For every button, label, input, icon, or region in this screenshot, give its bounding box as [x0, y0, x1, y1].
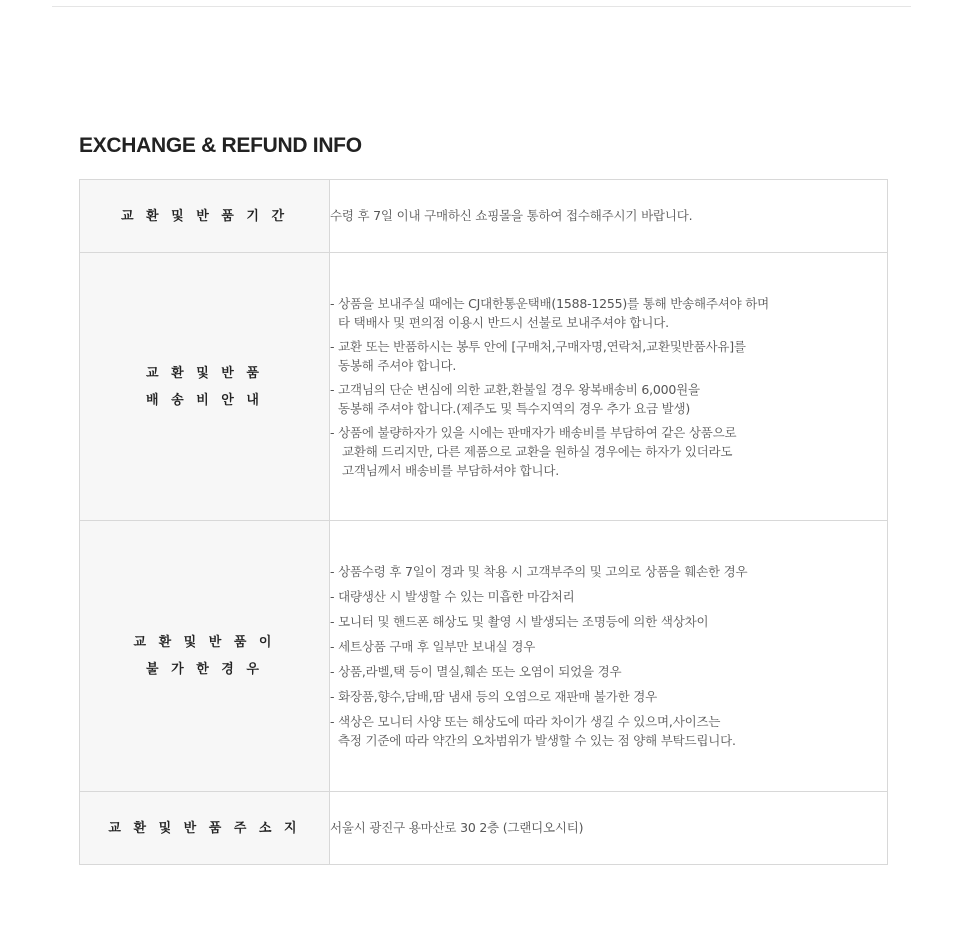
list-item-line: 교환해 드리지만, 다른 제품으로 교환을 원하실 경우에는 하자가 있더라도	[342, 443, 733, 459]
row-label-line: 교 환 및 반 품 이	[133, 635, 276, 650]
list-item: - 상품수령 후 7일이 경과 및 착용 시 고객부주의 및 고의로 상품을 훼손한 경우	[330, 564, 748, 579]
not-allowed-list	[330, 562, 887, 750]
period-text: 수령 후 7일 이내 구매하신 쇼핑몰을 통하여 접수해주시기 바랍니다.	[330, 208, 693, 223]
row-label	[80, 180, 330, 253]
list-item-line: - 상품에 불량하자가 있을 시에는 판매자가 배송비를 부담하여 같은 상품으로	[330, 424, 737, 440]
row-label-line: 교 환 및 반 품	[146, 365, 263, 381]
shipping-cost-list	[330, 294, 887, 480]
list-item-line: - 고객님의 단순 변심에 의한 교환,환불일 경우 왕복배송비 6,000원을	[330, 381, 700, 397]
list-item	[330, 712, 887, 750]
top-divider	[52, 6, 911, 7]
list-item	[330, 423, 887, 480]
table-row-not-allowed	[80, 521, 888, 792]
row-label-line: 불 가 한 경 우	[146, 662, 263, 677]
list-item: - 화장품,향수,담배,땀 냄새 등의 오염으로 재판매 불가한 경우	[330, 689, 658, 704]
list-item-line: - 색상은 모니터 사양 또는 해상도에 따라 차이가 생길 수 있으며,사이즈는	[330, 714, 721, 729]
table-row-address	[80, 792, 888, 865]
section-title: EXCHANGE & REFUND INFO	[79, 134, 362, 157]
table-row-period	[80, 180, 888, 253]
list-item-line: - 교환 또는 반품하시는 봉투 안에 [구매처,구매자명,연락처,교환및반품사유]를	[330, 338, 746, 354]
row-label	[80, 253, 330, 521]
list-item: - 세트상품 구매 후 일부만 보내실 경우	[330, 639, 536, 654]
list-item-line: 측정 기준에 따라 약간의 오차범위가 발생할 수 있는 점 양해 부탁드립니다.	[338, 733, 736, 748]
list-item-line: 타 택배사 및 편의점 이용시 반드시 선불로 보내주셔야 합니다.	[338, 314, 669, 330]
row-content	[330, 180, 888, 253]
row-label-line: 교 환 및 반 품 주 소 지	[108, 820, 301, 836]
row-content	[330, 253, 888, 521]
list-item-line: 동봉해 주셔야 합니다.(제주도 및 특수지역의 경우 추가 요금 발생)	[338, 400, 691, 416]
row-label	[80, 792, 330, 865]
row-label	[80, 521, 330, 792]
list-item: - 상품,라벨,택 등이 멸실,훼손 또는 오염이 되었을 경우	[330, 664, 622, 679]
table-row-shipping-cost	[80, 253, 888, 521]
exchange-refund-table	[79, 179, 888, 865]
list-item	[330, 294, 887, 332]
list-item: - 모니터 및 핸드폰 해상도 및 촬영 시 발생되는 조명등에 의한 색상차이	[330, 614, 709, 629]
list-item	[330, 380, 887, 418]
row-content	[330, 521, 888, 792]
row-label-line: 배 송 비 안 내	[146, 392, 263, 408]
row-content	[330, 792, 888, 865]
row-label-line: 교 환 및 반 품 기 간	[120, 208, 289, 224]
list-item-line: 고객님께서 배송비를 부담하셔야 합니다.	[342, 462, 559, 478]
list-item-line: - 상품을 보내주실 때에는 CJ대한통운택배(1588-1255)를 통해 반송해주셔야 하며	[330, 295, 770, 311]
list-item-line: 동봉해 주셔야 합니다.	[338, 357, 457, 373]
list-item: - 대량생산 시 발생할 수 있는 미흡한 마감처리	[330, 589, 575, 604]
address-text: 서울시 광진구 용마산로 30 2층 (그랜디오시티)	[330, 820, 584, 835]
list-item	[330, 337, 887, 375]
